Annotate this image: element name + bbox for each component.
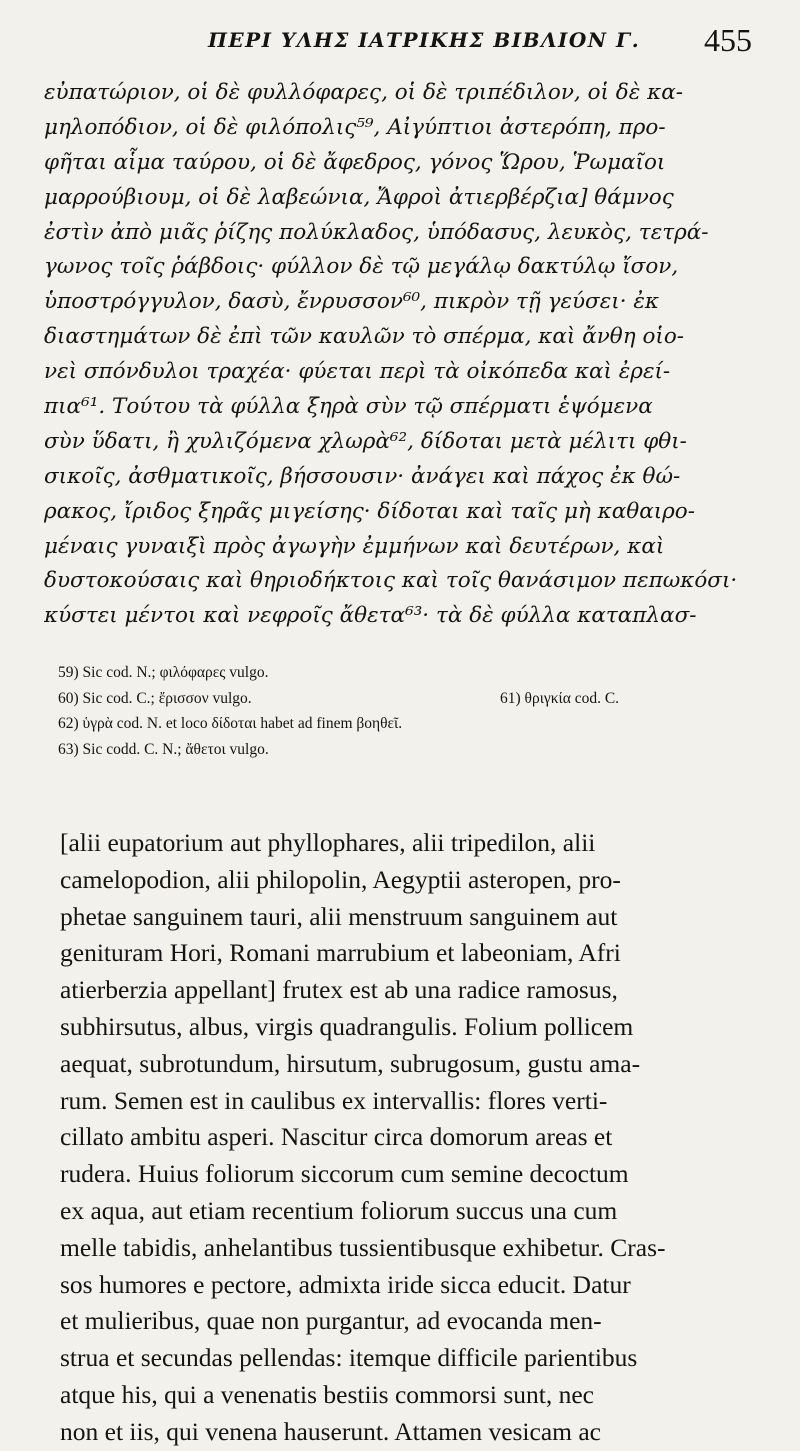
latin-line: sos humores e pectore, admixta iride sicca educit. Datur (60, 1269, 631, 1299)
footnote-line (58, 660, 758, 686)
greek-line: πια⁶¹. Τούτου τὰ φύλλα ξηρὰ σὺν τῷ σπέρματι ἑψόμενα (44, 394, 653, 420)
latin-line: melle tabidis, anhelantibus tussientibusque exhibetur. Cras- (60, 1232, 666, 1262)
latin-line: camelopodion, alii philopolin, Aegyptii asteropen, pro- (60, 864, 621, 894)
latin-line: ex aqua, aut etiam recentium foliorum succus una cum (60, 1195, 618, 1225)
footnote-line (58, 711, 758, 737)
latin-line: rum. Semen est in caulibus ex intervallis: flores verti- (60, 1085, 608, 1115)
greek-line: σὺν ὕδατι, ἢ χυλιζόμενα χλωρὰ⁶², δίδοται μετὰ μέλιτι φθι- (44, 428, 687, 454)
footnote: 60) Sic cod. C.; ἔρισσον vulgo. (58, 689, 252, 707)
latin-line: phetae sanguinem tauri, alii menstruum sanguinem aut (60, 901, 618, 931)
greek-line: φῆται αἷμα ταύρου, οἱ δὲ ἄφεδρος, γόνος Ὥρου, Ῥωμαῖοι (44, 149, 666, 175)
greek-text-block (44, 76, 768, 634)
running-title: ΠΕΡΙ ΥΛΗΣ ΙΑΤΡΙΚΗΣ ΒΙΒΛΙΟΝ Γ. (208, 28, 641, 52)
greek-line: δυστοκούσαις καὶ θηριοδήκτοις καὶ τοῖς θανάσιμον πεπωκόσι· (44, 568, 738, 594)
latin-line: subhirsutus, albus, virgis quadrangulis. Folium pollicem (60, 1011, 634, 1041)
latin-line: rudera. Huius foliorum siccorum cum semine decoctum (60, 1159, 629, 1189)
latin-line: cillato ambitu asperi. Nascitur circa domorum areas et (60, 1122, 613, 1152)
greek-line: κύστει μέντοι καὶ νεφροῖς ἄθετα⁶³· τὰ δὲ φύλλα καταπλασ- (44, 603, 697, 629)
latin-line: aequat, subrotundum, hirsutum, subrugosum, gustu ama- (60, 1048, 641, 1078)
greek-line: ρακος, ἴριδος ξηρᾶς μιγείσης· δίδοται καὶ ταῖς μὴ καθαιρο- (44, 498, 696, 524)
page-number: 455 (704, 22, 752, 58)
latin-line: genituram Hori, Romani marrubium et labeoniam, Afri (60, 938, 621, 968)
latin-text-block (60, 825, 760, 1451)
greek-line: μέναις γυναιξὶ πρὸς ἀγωγὴν ἐμμήνων καὶ δευτέρων, καὶ (44, 533, 665, 559)
latin-line: non et iis, qui venena hauserunt. Attamen vesicam ac (60, 1416, 602, 1446)
greek-line: μηλοπόδιον, οἱ δὲ φιλόπολις⁵⁹, Αἰγύπτιοι ἀστερόπη, προ- (44, 114, 666, 140)
footnote: 59) Sic cod. N.; φιλόφαρες vulgo. (58, 664, 269, 681)
footnote-line (58, 737, 758, 763)
greek-line: διαστημάτων δὲ ἐπὶ τῶν καυλῶν τὸ σπέρμα, καὶ ἄνθη οἱο- (44, 324, 685, 350)
greek-line: ἐστὶν ἀπὸ μιᾶς ῥίζης πολύκλαδος, ὑπόδασυς, λευκὸς, τετρά- (44, 219, 709, 245)
footnotes (58, 660, 758, 762)
greek-line: ὑποστρόγγυλον, δασὺ, ἔνρυσσον⁶⁰, πικρὸν τῇ γεύσει· ἐκ (44, 289, 660, 315)
footnote-line (58, 686, 758, 712)
latin-line: et mulieribus, quae non purgantur, ad evocanda men- (60, 1306, 602, 1336)
greek-line: γωνος τοῖς ῥάβδοις· φύλλον δὲ τῷ μεγάλῳ δακτύλῳ ἴσον, (44, 254, 679, 280)
latin-line: [alii eupatorium aut phyllophares, alii tripedilon, alii (60, 828, 596, 857)
greek-line: νεὶ σπόνδυλοι τραχέα· φύεται περὶ τὰ οἰκόπεδα καὶ ἐρεί- (44, 359, 671, 385)
greek-line: σικοῖς, ἀσθματικοῖς, βήσσουσιν· ἀνάγει καὶ πάχος ἐκ θώ- (44, 463, 681, 489)
footnote: 62) ὑγρὰ cod. N. et loco δίδοται habet ad finem βοηθεῖ. (58, 715, 403, 732)
page-header (0, 22, 800, 72)
greek-line: εὐπατώριον, οἱ δὲ φυλλόφαρες, οἱ δὲ τριπέδιλον, οἱ δὲ κα- (44, 80, 683, 105)
latin-line: atierberzia appellant] frutex est ab una radice ramosus, (60, 975, 618, 1005)
latin-line: atque his, qui a venenatis bestiis commorsi sunt, nec (60, 1379, 594, 1409)
latin-line: strua et secundas pellendas: itemque difficile parientibus (60, 1343, 638, 1373)
footnote: 61) θριγκία cod. C. (500, 689, 620, 707)
greek-line: μαρρούβιουμ, οἱ δὲ λαβεώνια, Ἄφροὶ ἀτιερβέρζια] θάμνος (44, 184, 674, 210)
footnote: 63) Sic codd. C. N.; ἄθετοι vulgo. (58, 740, 269, 758)
